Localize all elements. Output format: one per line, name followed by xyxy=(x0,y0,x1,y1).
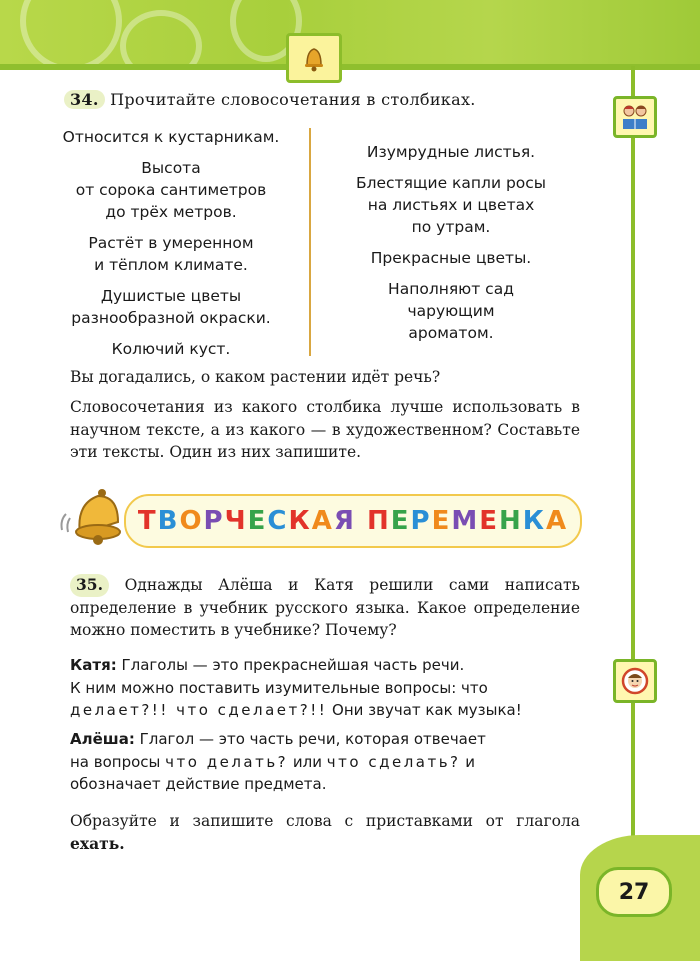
left-phrase-column xyxy=(40,126,302,369)
phrase-line: ароматом. xyxy=(408,324,494,342)
phrase-group xyxy=(40,338,302,360)
quote-line: обозначает действие предмета. xyxy=(70,775,327,793)
top-header-band xyxy=(0,0,700,68)
banner-letter: В xyxy=(157,506,180,536)
phrase-line: на листьях и цветах xyxy=(367,196,535,214)
speaker-katya: Катя: xyxy=(70,656,117,674)
task35-text xyxy=(70,574,580,642)
phrase-line: чарующим xyxy=(407,302,495,320)
quote-line: Глагол — это часть речи, которая отвечает xyxy=(139,730,486,748)
quote-line: на вопросы xyxy=(70,752,161,771)
phrase-group xyxy=(320,278,582,344)
decor-swirl xyxy=(120,10,202,82)
phrase-line: Высота xyxy=(141,159,201,177)
phrase-line: и тёплом климате. xyxy=(94,256,248,274)
task35-final-instruction xyxy=(70,810,580,855)
phrase-line: Прекрасные цветы. xyxy=(370,249,532,267)
banner-letter: Р xyxy=(203,506,225,536)
task34-instruction: Прочитайте словосочетания в столбиках. xyxy=(110,90,476,109)
decor-swirl xyxy=(20,0,122,72)
phrase-line: Наполняют сад xyxy=(388,280,514,298)
quote-line: Глаголы — это прекраснейшая часть речи. xyxy=(121,656,465,674)
header-underline xyxy=(0,64,700,70)
quote-line: что делать? xyxy=(165,752,289,771)
alyosha-quote xyxy=(70,728,584,796)
phrase-group xyxy=(40,126,302,148)
banner-letter: С xyxy=(267,506,289,536)
banner-letter: Е xyxy=(247,506,268,536)
banner-letter: Ч xyxy=(224,506,248,536)
final-instruction-text: Образуйте и запишите слова с приставками от глагола xyxy=(70,812,580,830)
phrase-line: Изумрудные листья. xyxy=(366,143,536,161)
banner-letter xyxy=(356,506,367,536)
bell-icon xyxy=(58,482,128,552)
phrase-line: Блестящие капли росы xyxy=(355,174,547,192)
banner-letter: М xyxy=(451,506,480,536)
speaker-alyosha: Алёша: xyxy=(70,730,135,748)
banner-letter: П xyxy=(366,506,391,536)
bell-badge-icon xyxy=(286,33,342,83)
column-divider xyxy=(309,128,311,356)
phrase-line: Душистые цветы xyxy=(100,287,242,305)
quote-line: что сделать? xyxy=(326,752,461,771)
banner-letter: К xyxy=(288,506,312,536)
banner-letter: Е xyxy=(479,506,499,536)
banner-letter: Я xyxy=(333,506,356,536)
phrase-group xyxy=(40,232,302,276)
phrase-group xyxy=(320,172,582,238)
phrase-line: разнообразной окраски. xyxy=(71,309,271,327)
right-phrase-column xyxy=(320,141,582,353)
phrase-line: по утрам. xyxy=(411,218,491,236)
task35-body: Однажды Алёша и Катя решили сами написать определение в учебник русского языка. Какое определение можно поместить в учебнике? Почему? xyxy=(70,576,580,639)
phrase-group xyxy=(40,285,302,329)
katya-quote xyxy=(70,654,584,722)
page-number: 27 xyxy=(596,867,672,917)
reading-children-icon xyxy=(613,96,657,138)
task34-question1: Вы догадались, о каком растении идёт речь? xyxy=(70,368,441,386)
phrase-group xyxy=(320,247,582,269)
task35-number: 35. xyxy=(70,574,109,597)
phrase-line: Колючий куст. xyxy=(111,340,231,358)
banner-letter: Н xyxy=(498,506,523,536)
task34-question2: Словосочетания из какого столбика лучше использовать в научном тексте, а из какого — в художественном? Составьте эти тексты. Один из них запишите. xyxy=(70,398,580,461)
quote-line: или xyxy=(292,752,323,771)
speaking-face-icon xyxy=(613,659,657,703)
banner-letter: А xyxy=(546,506,569,536)
quote-line: делает?!! что сделает?!! xyxy=(70,701,328,719)
task34-heading xyxy=(64,90,476,109)
banner-letter: А xyxy=(311,506,334,536)
creative-break-banner xyxy=(124,494,582,548)
banner-letter: К xyxy=(522,506,546,536)
quote-line: и xyxy=(465,752,476,771)
phrase-line: Растёт в умеренном xyxy=(88,234,254,252)
phrase-line: Относится к кустарникам. xyxy=(62,128,280,146)
phrase-group xyxy=(40,157,302,223)
quote-line: Они звучат как музыка! xyxy=(332,701,522,719)
banner-letter: Т xyxy=(137,506,158,536)
phrase-line: до трёх метров. xyxy=(105,203,237,221)
banner-letter: Р xyxy=(410,506,432,536)
banner-letter: Е xyxy=(431,506,452,536)
banner-letter: Е xyxy=(390,506,411,536)
quote-line: К ним можно поставить изумительные вопросы: что xyxy=(70,678,488,697)
banner-letter: О xyxy=(179,506,204,536)
phrase-group xyxy=(320,141,582,163)
final-instruction-word: ехать. xyxy=(70,833,125,853)
phrase-line: от сорока сантиметров xyxy=(75,181,267,199)
margin-line xyxy=(631,66,635,866)
task34-number: 34. xyxy=(64,90,105,109)
banner-title xyxy=(138,506,568,536)
